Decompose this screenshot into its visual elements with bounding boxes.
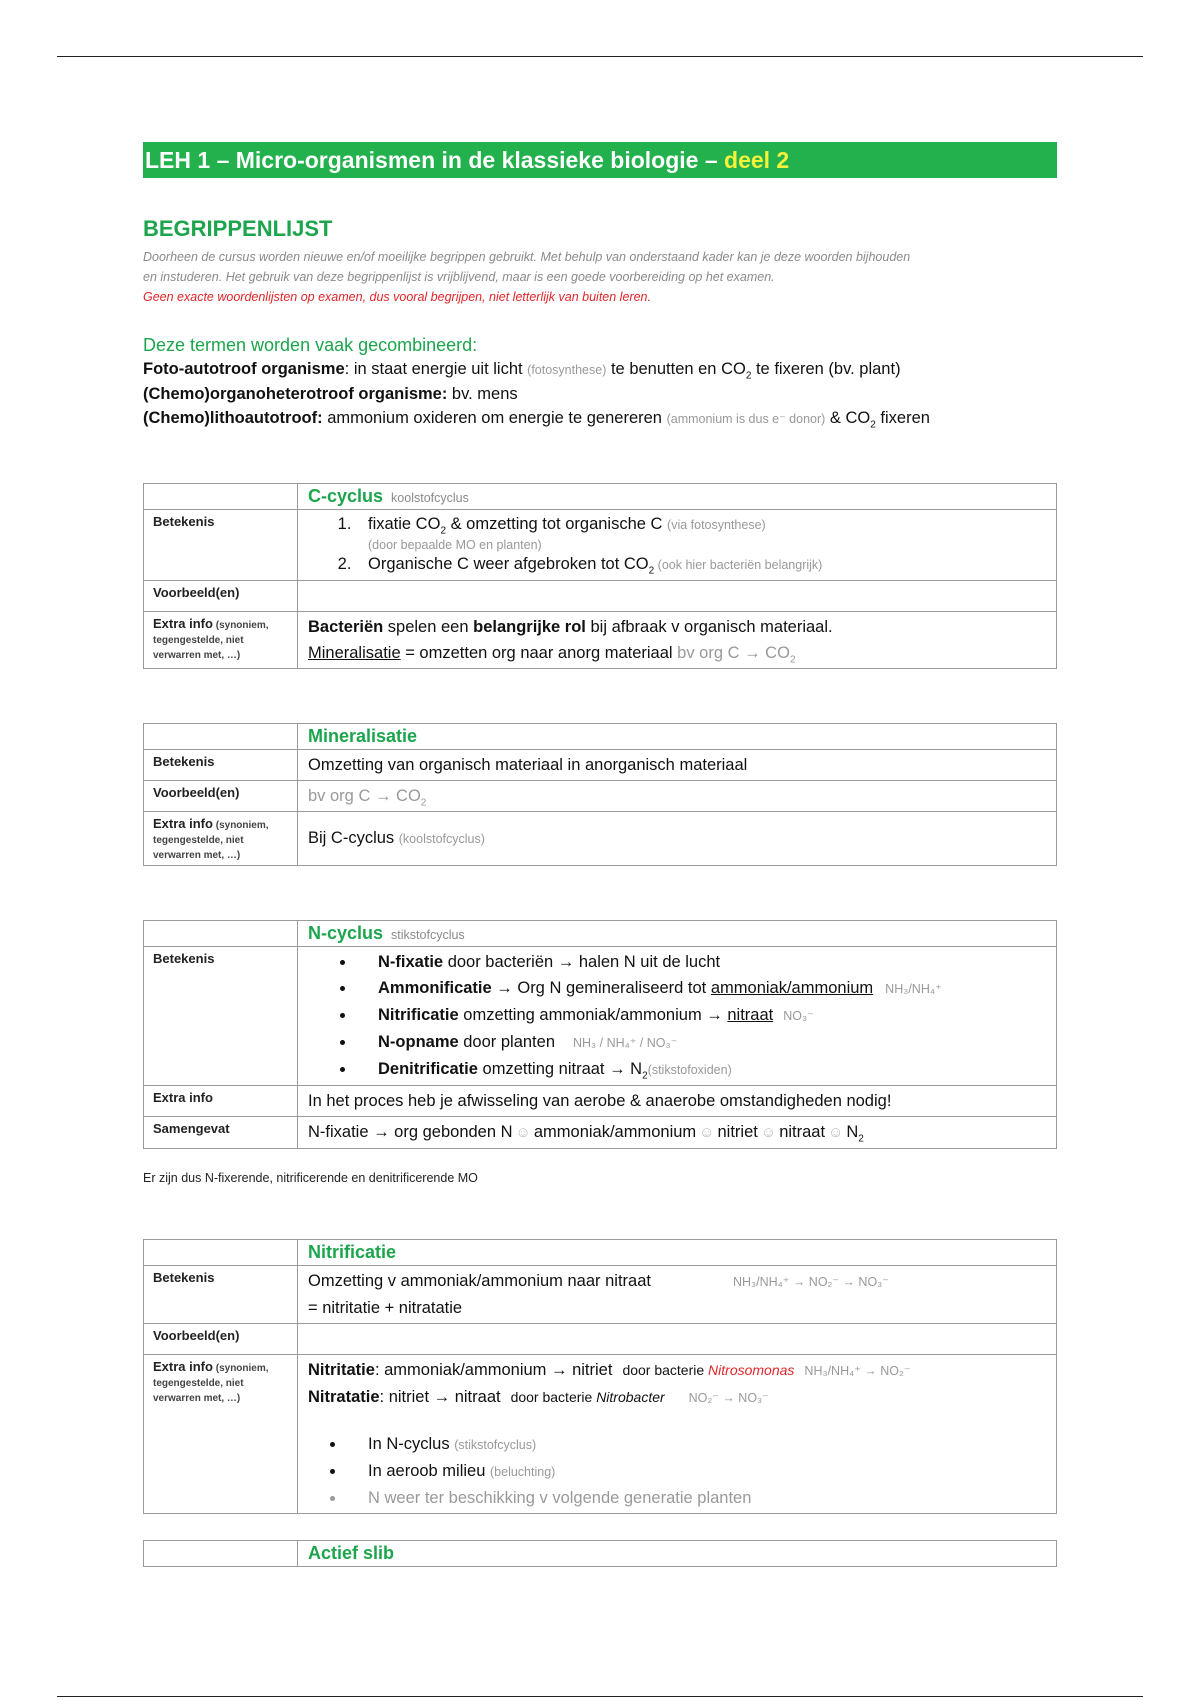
note: (koolstofcyclus) [398, 832, 485, 846]
voorbeeld-cell [298, 1324, 1057, 1355]
samengevat-cell [298, 1117, 1057, 1149]
extra-list [308, 1431, 1046, 1511]
list-item: • N weer ter beschikking v volgende generatie planten [346, 1485, 1046, 1511]
separator-icon: ☺ [699, 1124, 715, 1141]
text: omzetting ammoniak/ammonium → [458, 1006, 728, 1024]
label-betekenis: Betekenis [144, 1266, 298, 1324]
item-note: (ook hier bacteriën belangrijk) [654, 558, 823, 572]
intro-warning: Geen exacte woordenlijsten op examen, dus vooral begrijpen, niet letterlijk van buiten leren. [143, 290, 651, 304]
note: (stikstofcyclus) [454, 1438, 537, 1452]
text: door bacteriën → halen N uit de lucht [443, 953, 721, 971]
bold-text: N-fixatie [378, 953, 444, 971]
item-text: & omzetting tot organische C [446, 515, 668, 533]
page-content [143, 142, 1057, 1567]
label-voorbeeld: Voorbeeld(en) [144, 1324, 298, 1355]
text: : ammoniak/ammonium → nitriet [374, 1361, 613, 1379]
item-text: Organische C weer afgebroken tot CO [368, 555, 649, 573]
bottom-rule [57, 1696, 1143, 1697]
list-item [356, 552, 1046, 578]
term-text: bv. mens [447, 385, 518, 403]
betekenis-cell [298, 510, 1057, 581]
label-voorbeeld: Voorbeeld(en) [144, 581, 298, 612]
label-note: (synoniem, tegengestelde, niet verwarren met, …) [153, 620, 269, 661]
voorbeeld-cell [298, 581, 1057, 612]
label-text: Extra info [153, 616, 213, 631]
item-text: fixatie CO [368, 515, 441, 533]
betekenis-cell: Omzetting van organisch materiaal in anorganisch materiaal [298, 750, 1057, 781]
term-name: (Chemo)organoheterotroof organisme: [143, 385, 448, 403]
term-note: (ammonium is dus e⁻ donor) [666, 412, 826, 426]
label-note: (synoniem, tegengestelde, niet verwarren met, …) [153, 820, 269, 861]
term-text: ammonium oxideren om energie te genereren [322, 409, 667, 427]
bold-text: Nitritatie [308, 1361, 375, 1379]
bold-text: Ammonificatie [378, 979, 492, 997]
term-line-litho [143, 406, 1057, 431]
formula-note: NO₃⁻ [783, 1009, 814, 1023]
subscript: 2 [870, 419, 876, 431]
bold-text: belangrijke rol [473, 618, 586, 636]
text: In N-cyclus [368, 1435, 455, 1453]
organism-name: Nitrosomonas [708, 1362, 795, 1378]
bold-text: Nitratatie [308, 1388, 380, 1406]
label-text: Extra info [153, 816, 213, 831]
bold-text: Nitrificatie [378, 1006, 459, 1024]
label-empty [144, 921, 298, 947]
subscript: 2 [745, 370, 752, 382]
term-title-note: koolstofcyclus [391, 491, 469, 505]
subscript: 2 [858, 1133, 864, 1145]
text: spelen een [383, 618, 474, 636]
betekenis-list [308, 512, 1046, 578]
text: bij afbraak v organisch materiaal. [585, 618, 833, 636]
subscript: 2 [642, 1070, 648, 1082]
text: → Org N gemineraliseerd tot [491, 979, 711, 997]
separator-icon: ☺ [515, 1124, 531, 1141]
betekenis-cell [298, 947, 1057, 1086]
formula-note: NH₃ / NH₄⁺ / NO₃⁻ [573, 1036, 678, 1050]
text: door bacterie [622, 1362, 709, 1378]
text: door bacterie [510, 1389, 597, 1405]
separator-icon: ☺ [828, 1124, 844, 1141]
extra-cell [298, 1355, 1057, 1514]
list-item [356, 949, 1046, 975]
intro-line-1: Doorheen de cursus worden nieuwe en/of moeilijke begrippen gebruikt. Met behulp van onderstaand kader kan je deze woorden bijhouden [143, 250, 911, 264]
subscript: 2 [420, 797, 427, 809]
extra-cell: In het proces heb je afwisseling van aerobe & anaerobe omstandigheden nodig! [298, 1086, 1057, 1117]
label-empty [144, 1541, 298, 1567]
underlined-text: Mineralisatie [308, 644, 401, 662]
formula-note: NH₃/NH₄⁺ → NO₂⁻ [804, 1364, 911, 1378]
note: (beluchting) [490, 1465, 556, 1479]
bold-text: N-opname [378, 1033, 459, 1051]
bold-text: Bacteriën [308, 618, 384, 636]
label-empty [144, 724, 298, 750]
text: N [846, 1123, 859, 1141]
term-title: Actief slib [298, 1541, 1057, 1567]
grey-text: bv org C → CO [677, 644, 790, 662]
text: In aeroob milieu [368, 1462, 490, 1480]
term-note: (fotosynthese) [527, 363, 607, 377]
text: door planten [458, 1033, 555, 1051]
text: omzetting nitraat → N [477, 1060, 643, 1078]
extra-line [308, 614, 1046, 640]
list-item [356, 1002, 1046, 1029]
term-title [298, 921, 1057, 947]
text: Bij C-cyclus [308, 829, 399, 847]
term-title-text: N-cyclus [308, 923, 384, 943]
extra-line [308, 1357, 1046, 1384]
bold-text: Denitrificatie [378, 1060, 478, 1078]
term-title-text: C-cyclus [308, 486, 384, 506]
betekenis-line: = nitritatie + nitratatie [308, 1299, 463, 1317]
table-nitrificatie [143, 1239, 1057, 1514]
voorbeeld-text: bv org C → CO [308, 787, 421, 805]
organism-name: Nitrobacter [596, 1389, 665, 1405]
term-text: & CO [825, 409, 871, 427]
spacer [308, 1411, 1046, 1431]
note: (stikstofoxiden) [647, 1063, 732, 1077]
underlined-text: nitraat [727, 1006, 774, 1024]
label-extra: Extra info [144, 1086, 298, 1117]
intro-line-2: en instuderen. Het gebruik van deze begrippenlijst is vrijblijvend, maar is een goede voorbereiding op het examen. [143, 270, 775, 284]
label-samengevat: Samengevat [144, 1117, 298, 1149]
betekenis-line [308, 1268, 1046, 1295]
label-extra [144, 812, 298, 866]
table-n-cyclus [143, 920, 1057, 1149]
n-cyclus-caption: Er zijn dus N-fixerende, nitrificerende en denitrificerende MO [143, 1171, 478, 1185]
text: nitraat [779, 1123, 826, 1141]
list-item [356, 1029, 1046, 1056]
separator-icon: ☺ [760, 1124, 777, 1141]
table-mineralisatie [143, 723, 1057, 866]
formula-note: NH₃/NH₄⁺ [885, 982, 942, 996]
text: : nitriet → nitraat [379, 1388, 501, 1406]
label-empty [144, 1240, 298, 1266]
betekenis-cell [298, 1266, 1057, 1324]
item-subnote: (door bepaalde MO en planten) [368, 538, 542, 552]
term-line-organo [143, 382, 1057, 406]
text: N-fixatie → org gebonden N [308, 1123, 513, 1141]
label-extra [144, 612, 298, 669]
term-title: Mineralisatie [298, 724, 1057, 750]
text: ammoniak/ammonium [533, 1123, 697, 1141]
label-voorbeeld: Voorbeeld(en) [144, 781, 298, 812]
voorbeeld-cell [298, 781, 1057, 812]
item-note: (via fotosynthese) [667, 518, 766, 532]
table-actief-slib [143, 1540, 1057, 1567]
list-item [356, 1056, 1046, 1083]
list-item [356, 975, 1046, 1002]
label-note: (synoniem, tegengestelde, niet verwarren met, …) [153, 1363, 269, 1404]
formula-note: NH₃/NH₄⁺ → NO₂⁻ → NO₃⁻ [732, 1275, 889, 1289]
list-item [346, 1431, 1046, 1458]
extra-cell [298, 612, 1057, 669]
text: Omzetting v ammoniak/ammonium naar nitraat [308, 1272, 651, 1290]
intro-text [143, 247, 1057, 287]
banner-accent: deel 2 [724, 147, 790, 173]
table-c-cyclus [143, 483, 1057, 669]
label-text: Extra info [153, 1359, 213, 1374]
list-item [346, 1458, 1046, 1485]
subscript: 2 [789, 654, 796, 666]
term-text: : in staat energie uit licht [344, 360, 528, 378]
term-title: Nitrificatie [298, 1240, 1057, 1266]
term-title [298, 484, 1057, 510]
list-item [356, 512, 1046, 552]
extra-cell [298, 812, 1057, 866]
term-line-foto [143, 357, 1057, 382]
term-text: te fixeren (bv. plant) [751, 360, 901, 378]
section-heading: BEGRIPPENLIJST [143, 216, 333, 241]
label-betekenis: Betekenis [144, 510, 298, 581]
label-empty [144, 484, 298, 510]
term-name: Foto-autotroof organisme [143, 360, 345, 378]
subscript: 2 [440, 525, 446, 537]
label-betekenis: Betekenis [144, 947, 298, 1086]
subscript: 2 [648, 565, 655, 577]
extra-line [308, 640, 1046, 666]
betekenis-list [308, 949, 1046, 1083]
term-text: te benutten en CO [606, 360, 746, 378]
text: = omzetten org naar anorg materiaal [400, 644, 678, 662]
chapter-banner [143, 142, 1057, 178]
banner-title: LEH 1 – Micro-organismen in de klassieke biologie – [145, 147, 725, 173]
formula-note: NO₂⁻ → NO₃⁻ [688, 1391, 769, 1405]
text: nitriet [717, 1123, 758, 1141]
top-rule [57, 56, 1143, 57]
combined-terms-title: Deze termen worden vaak gecombineerd: [143, 335, 478, 355]
label-betekenis: Betekenis [144, 750, 298, 781]
term-text: fixeren [875, 409, 930, 427]
term-title-note: stikstofcyclus [391, 928, 465, 942]
underlined-text: ammoniak/ammonium [710, 979, 874, 997]
term-name: (Chemo)lithoautotroof: [143, 409, 323, 427]
extra-line [308, 1384, 1046, 1411]
label-extra [144, 1355, 298, 1514]
